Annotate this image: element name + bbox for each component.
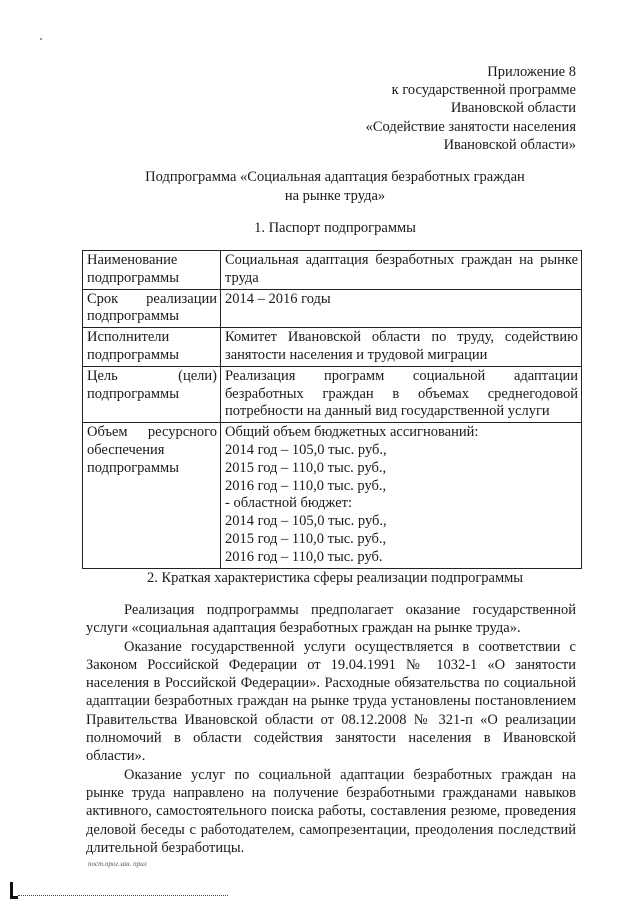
- budget-line: 2016 год – 110,0 тыс. руб.,: [225, 477, 387, 494]
- row-value-list: [221, 423, 582, 568]
- budget-line: 2014 год – 105,0 тыс. руб.,: [225, 441, 387, 458]
- budget-line: Общий объем бюджетных ассигнований:: [225, 424, 479, 441]
- scan-corner-mark: [10, 882, 18, 899]
- passport-table: [82, 250, 582, 569]
- row-value: Социальная адаптация безработных граждан на рынке труда: [221, 251, 582, 290]
- row-label: Объем ресурсного обеспечения подпрограммы: [83, 423, 221, 568]
- subprogram-title-line2: на рынке труда»: [284, 187, 386, 204]
- paragraph: Оказание услуг по социальной адаптации безработных граждан на рынке труда направлено на получение безработными гражданами навыков активного, самостоятельного поиска работы, составления резюме, проведения деловой беседы с работодателем, самопрезентации, преодоления последствий длительной безработицы.: [86, 766, 576, 856]
- paragraph: Оказание государственной услуги осуществляется в соответствии с Законом Российской Федерации от 19.04.1991 № 1032-1 «О занятости населения в Российской Федерации». Расходные обязательства по социальной адаптации безработных граждан на рынке труда установлены постановлением Правительства Ивановской области от 08.12.2008 № 321-п «О реализации полномочий в области содействия занятости населения в Ивановской области».: [86, 638, 576, 765]
- budget-line: 2016 год – 110,0 тыс. руб.: [225, 548, 383, 565]
- section2-heading: 2. Краткая характеристика сферы реализации подпрограммы: [146, 570, 524, 586]
- row-label: Срок реализации подпрограммы: [83, 289, 221, 328]
- table-row: [83, 289, 582, 328]
- annex-line: Приложение 8: [487, 64, 576, 80]
- subprogram-title-line1: Подпрограмма «Социальная адаптация безработных граждан: [145, 169, 525, 185]
- footer-note: пост.прог.зан. прил: [88, 860, 147, 868]
- table-row: [83, 423, 582, 568]
- annex-line: «Содействие занятости населения: [365, 118, 576, 135]
- subprogram-title: [80, 168, 590, 205]
- table-row: [83, 328, 582, 367]
- annex-header: [336, 63, 576, 154]
- row-label: Исполнители подпрограммы: [83, 328, 221, 367]
- scan-speck: [40, 38, 42, 40]
- row-value: Комитет Ивановской области по труду, содействию занятости населения и трудовой миграции: [221, 328, 582, 367]
- section2-body: [86, 601, 576, 857]
- table-row: [83, 366, 582, 422]
- budget-line: 2014 год – 105,0 тыс. руб.,: [225, 513, 387, 530]
- annex-line: Ивановской области: [450, 100, 576, 117]
- paragraph: Реализация подпрограммы предполагает оказание государственной услуги «социальная адаптация безработных граждан на рынке труда».: [86, 602, 576, 637]
- budget-line: 2015 год – 110,0 тыс. руб.,: [225, 459, 387, 476]
- scan-edge-line: [18, 895, 228, 896]
- row-label: Цель (цели) подпрограммы: [83, 366, 221, 422]
- annex-line: Ивановской области»: [443, 136, 576, 153]
- row-value: 2014 – 2016 годы: [221, 289, 582, 328]
- table-row: [83, 251, 582, 290]
- annex-line: к государственной программе: [391, 82, 576, 99]
- budget-line: - областной бюджет:: [225, 495, 353, 512]
- row-value: Реализация программ социальной адаптации безработных граждан в объемах среднегодовой потребности на данный вид государственной услуги: [221, 366, 582, 422]
- section1-heading: 1. Паспорт подпрограммы: [254, 220, 416, 236]
- budget-line: 2015 год – 110,0 тыс. руб.,: [225, 530, 387, 547]
- row-label: Наименование подпрограммы: [83, 251, 221, 290]
